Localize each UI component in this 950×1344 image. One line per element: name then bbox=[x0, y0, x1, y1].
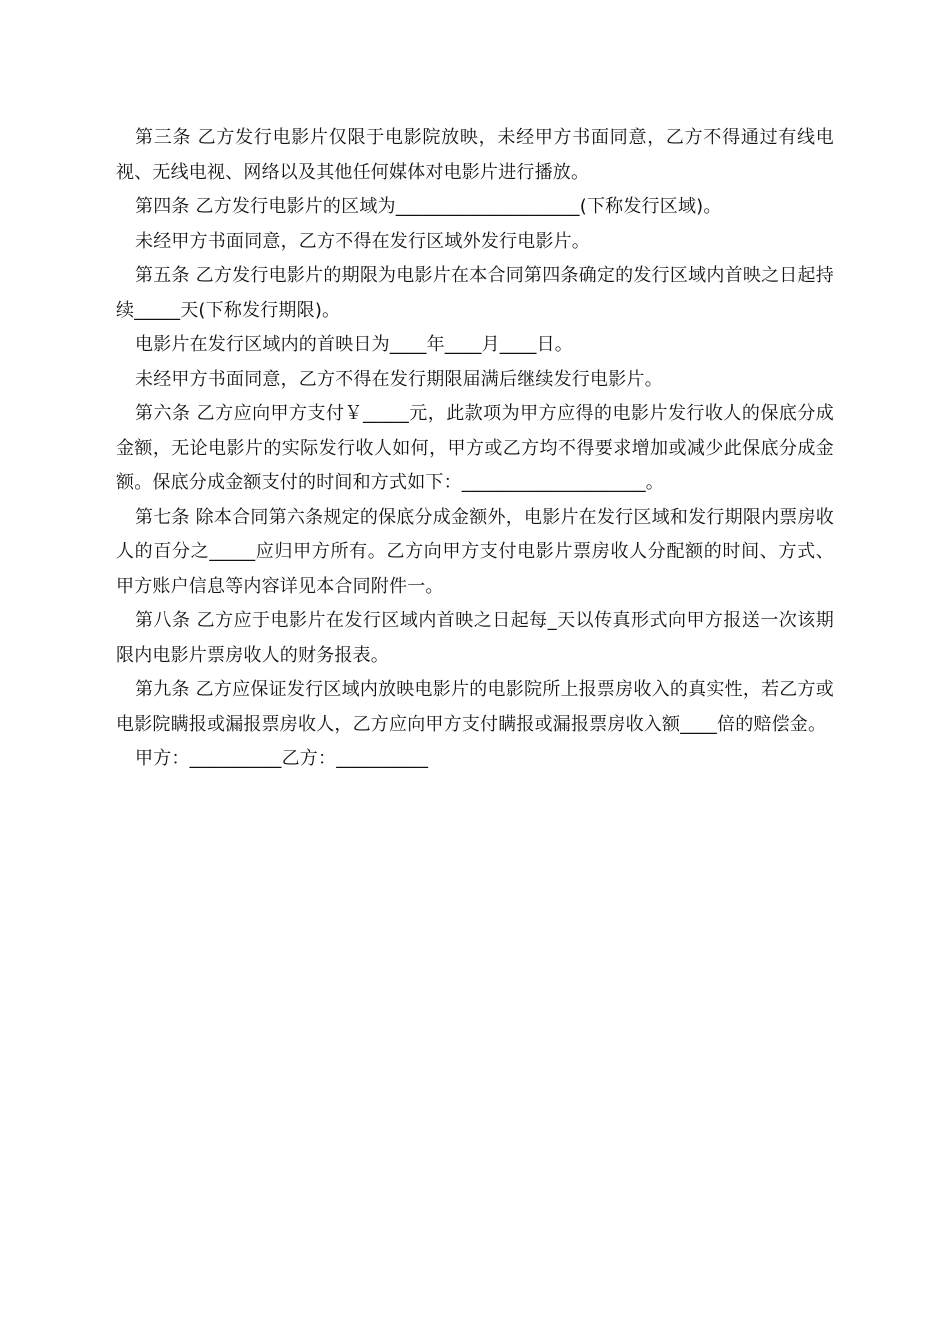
clause-9: 第九条 乙方应保证发行区域内放映电影片的电影院所上报票房收入的真实性，若乙方或电影院瞒报或漏报票房收人，乙方应向甲方支付瞒报或漏报票房收入额____倍的赔偿金。 bbox=[116, 679, 834, 735]
contract-page bbox=[116, 121, 834, 777]
clause-7: 第七条 除本合同第六条规定的保底分成金额外，电影片在发行区域和发行期限内票房收人的百分之_____应归甲方所有。乙方向甲方支付电影片票房收人分配额的时间、方式、甲方账户信息等内容详见本合同附件一。 bbox=[116, 506, 834, 597]
clause-4-note: 未经甲方书面同意，乙方不得在发行区域外发行电影片。 bbox=[135, 230, 590, 252]
clause-6: 第六条 乙方应向甲方支付￥_____元，此款项为甲方应得的电影片发行收人的保底分成金额，无论电影片的实际发行收人如何，甲方或乙方均不得要求增加或减少此保底分成金额。保底分成金额支付的时间和方式如下：____________________。 bbox=[116, 403, 834, 493]
clause-4: 第四条 乙方发行电影片的区域为____________________(下称发行区域)。 bbox=[135, 196, 722, 217]
signature-line: 甲方：__________乙方：__________ bbox=[135, 748, 429, 769]
clause-5: 第五条 乙方发行电影片的期限为电影片在本合同第四条确定的发行区域内首映之日起持续_____天(下称发行期限)。 bbox=[116, 265, 834, 321]
clause-8: 第八条 乙方应于电影片在发行区域内首映之日起每_天以传真形式向甲方报送一次该期限内电影片票房收人的财务报表。 bbox=[116, 610, 834, 666]
clause-5-note: 未经甲方书面同意，乙方不得在发行期限届满后继续发行电影片。 bbox=[135, 368, 663, 390]
clause-5-premiere-date: 电影片在发行区域内的首映日为____年____月____日。 bbox=[135, 334, 573, 355]
clause-3: 第三条 乙方发行电影片仅限于电影院放映，未经甲方书面同意，乙方不得通过有线电视、无线电视、网络以及其他任何媒体对电影片进行播放。 bbox=[116, 127, 834, 183]
